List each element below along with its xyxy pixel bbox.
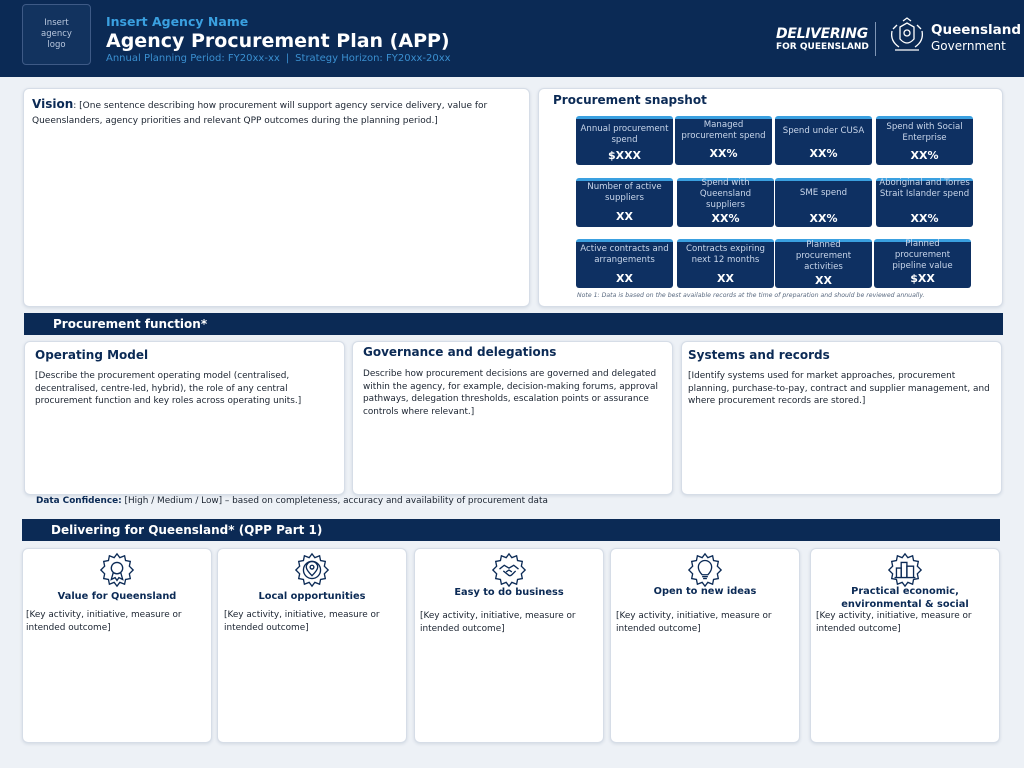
procurement-function-heading: Procurement function* [24, 313, 1003, 335]
queensland-crest-icon [887, 17, 927, 57]
planning-period: Annual Planning Period: FY20xx-xx [106, 53, 280, 64]
page-header [0, 0, 1024, 77]
snapshot-title: Procurement snapshot [553, 93, 707, 107]
snapshot-tile [775, 116, 872, 165]
principle-text: [Key activity, initiative, measure or intended outcome] [224, 610, 380, 633]
queensland-government-logo [931, 24, 1021, 52]
tile-label: Active contracts and arrangements [580, 244, 669, 265]
tile-label: SME spend [799, 188, 848, 198]
strategy-horizon: Strategy Horizon: FY20xx-20xx [295, 53, 451, 64]
tile-value: XX% [809, 212, 838, 225]
data-confidence-label: Data Confidence: [36, 496, 122, 506]
tile-label: Spend under CUSA [782, 126, 865, 136]
tile-value: XX [717, 272, 734, 285]
logo-divider [875, 22, 876, 56]
principle-card-new-ideas [610, 548, 800, 743]
principle-text: [Key activity, initiative, measure or intended outcome] [616, 611, 772, 634]
tile-label: Planned procurement pipeline value [892, 239, 953, 271]
snapshot-tile [576, 178, 673, 227]
tile-label: Planned procurement activities [795, 240, 852, 272]
principle-title: Local opportunities [258, 591, 366, 602]
vision-statement [32, 97, 521, 129]
snapshot-note: Note 1: Data is based on the best available records at the time of preparation and should be reviewed annually. [577, 292, 925, 299]
tile-label: Spend with Queensland suppliers [699, 178, 752, 210]
tile-value: XX% [910, 149, 939, 162]
operating-model-title: Operating Model [35, 348, 149, 362]
principle-title: Open to new ideas [653, 586, 757, 597]
tile-label: Contracts expiring next 12 months [685, 244, 766, 265]
operating-model-card [24, 341, 345, 495]
vision-card [23, 88, 530, 307]
snapshot-tile [576, 239, 673, 288]
handshake-icon [490, 551, 528, 589]
vision-label: Vision [32, 97, 74, 111]
vision-text: [One sentence describing how procurement will support agency service delivery, value for Queenslanders, agency priorities and relevant QPP outcomes during the planning period.] [32, 101, 488, 126]
tile-value: XX [616, 210, 633, 223]
snapshot-tile [775, 178, 872, 227]
tile-label: Number of active suppliers [587, 182, 662, 203]
gov-logo-line1: Queensland [931, 22, 1022, 38]
procurement-snapshot-card [538, 88, 1003, 307]
agency-name: Insert Agency Name [106, 14, 249, 29]
page-title: Agency Procurement Plan (APP) [106, 30, 450, 52]
operating-model-text: [Describe the procurement operating model (centralised, decentralised, centre-led, hybrid), the role of any central procurement function and key roles across operating units.] [35, 371, 302, 406]
systems-records-title: Systems and records [688, 348, 830, 362]
delivering-for-queensland-heading: Delivering for Queensland* (QPP Part 1) [22, 519, 1000, 541]
agency-logo-placeholder: Insert agency logo [22, 4, 91, 65]
delivering-for-queensland-logo [776, 27, 869, 52]
principle-text: [Key activity, initiative, measure or intended outcome] [26, 610, 182, 633]
tile-label: Managed procurement spend [681, 120, 766, 141]
city-skyline-icon [886, 551, 924, 589]
governance-card [352, 341, 673, 495]
principle-title: Easy to do business [454, 587, 564, 598]
tile-value: XX% [711, 212, 740, 225]
tile-value: XX [815, 274, 832, 287]
tile-label: Spend with Social Enterprise [886, 122, 963, 143]
snapshot-tile [775, 239, 872, 288]
principle-text: [Key activity, initiative, measure or intended outcome] [816, 611, 972, 634]
lightbulb-icon [686, 551, 724, 589]
snapshot-tile [675, 116, 772, 165]
period-separator: | [285, 53, 290, 64]
systems-records-text: [Identify systems used for market approaches, procurement planning, purchase-to-pay, contract and supplier management, and where procurement records are stored.] [688, 371, 990, 406]
snapshot-tile [874, 239, 971, 288]
snapshot-tile [876, 116, 973, 165]
principle-text: [Key activity, initiative, measure or intended outcome] [420, 611, 576, 634]
snapshot-tile [876, 178, 973, 227]
principle-card-easy-business [414, 548, 604, 743]
tile-value: $XX [910, 272, 935, 285]
local-pin-icon [293, 551, 331, 589]
tile-value: XX [616, 272, 633, 285]
governance-text: Describe how procurement decisions are governed and delegated within the agency, for example, decision-making forums, approval pathways, delegation thresholds, escalation points or assurance controls where relevant.] [363, 369, 658, 417]
tile-label: Annual procurement spend [580, 124, 669, 145]
snapshot-tile [576, 116, 673, 165]
gov-logo-line2: Government [931, 38, 1006, 53]
governance-title: Governance and delegations [363, 345, 557, 359]
principle-title: Practical economic, environmental & social [841, 586, 969, 610]
principle-card-value [22, 548, 212, 743]
delivering-logo-line1: DELIVERING [776, 26, 868, 42]
data-confidence-strip [23, 496, 1003, 515]
principle-title: Value for Queensland [57, 591, 177, 602]
value-ribbon-icon [98, 551, 136, 589]
data-confidence-text: [High / Medium / Low] – based on completeness, accuracy and availability of procurement data [124, 496, 548, 506]
delivering-logo-line2: FOR QUEENSLAND [776, 42, 869, 52]
vision-colon: : [73, 101, 77, 111]
snapshot-tile [677, 178, 774, 227]
tile-value: XX% [709, 147, 738, 160]
systems-records-card [681, 341, 1002, 495]
principle-card-local [217, 548, 407, 743]
tile-label: Aboriginal and Torres Strait Islander spend [879, 178, 970, 199]
principle-card-practical [810, 548, 1000, 743]
tile-value: XX% [910, 212, 939, 225]
tile-value: XX% [809, 147, 838, 160]
snapshot-tile [677, 239, 774, 288]
planning-period-line [106, 53, 451, 64]
tile-value: $XXX [607, 149, 642, 162]
